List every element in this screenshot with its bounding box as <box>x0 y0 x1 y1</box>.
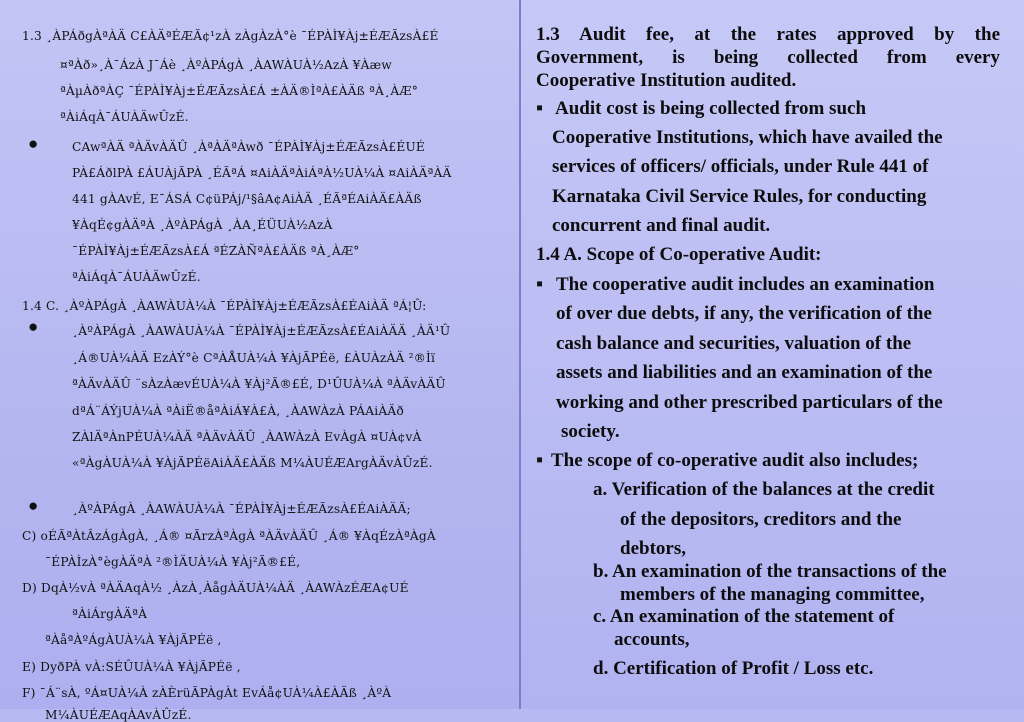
kannada-line: «ªÀgÀUÀ¼À ¥ÀjÃPÉëAiÀÄ£ÀÄß M¼ÀUÉÆArgÀÄvÀÛzÉ. <box>72 456 433 470</box>
kannada-line: ¸ÀºÀPÁgÀ ¸ÀAWÀUÀ¼À ¯ÉPÀÌ¥Àj±ÉÆÃzsÀ£ÉAiÀÄÄ ¸ÀÄ¹Û <box>72 324 451 338</box>
kannada-line: ªÀµÀðªÀÇ ¯ÉPÀÌ¥Àj±ÉÆÃzsÀ£Á ±ÀÄ®ÌªÀ£ÀÄß ªÀ¸ÀÆ° <box>60 84 419 98</box>
list-item-line: of the depositors, creditors and the <box>620 509 902 530</box>
kannada-line: CAwªÀÄ ªÀÄvÀÄÛ ¸ÀªÀÄªÀwð ¯ÉPÀÌ¥Àj±ÉÆÃzsÀ£ÉUÉ <box>72 140 426 154</box>
kannada-line: ZÀlÄªÀnPÉUÀ¼ÀÄ ªÀÄvÀÄÛ ¸ÀAWÀzÀ EvÀgÀ ¤UÀ¢vÀ <box>72 430 422 444</box>
section-heading: 1.4 A. Scope of Co-operative Audit: <box>536 244 822 265</box>
kannada-line: ªÀiÁqÀ¯ÁUÀÄwÛzÉ. <box>72 270 201 284</box>
kannada-line: ¸Á®UÀ¼ÀÄ EzÀÝ°è CªÀÅUÀ¼À ¥ÀjÃPÉë, £ÀUÀzÀÄ ²®Ìï <box>72 351 436 365</box>
kannada-line: 1.3 ¸ÀPÁðgÀªÀÄ C£ÀÄªÉÆÃ¢¹zÀ zÀgÀzÀ°è ¯ÉPÀÌ¥Àj±ÉÆÃzsÀ£É <box>22 29 439 43</box>
kannada-line: ¤ªÀð»¸À¯ÁzÀ J¯Áè ¸ÀºÀPÁgÀ ¸ÀAWÀUÀ½AzÀ ¥Àæw <box>60 58 392 72</box>
square-bullet-icon: ▪ <box>536 273 544 295</box>
square-bullet-icon: ▪ <box>536 449 544 471</box>
bullet-line: cash balance and securities, valuation of the <box>556 333 912 354</box>
bullet-line: Audit cost is being collected from such <box>555 98 867 119</box>
list-item-line: members of the managing committee, <box>620 584 925 605</box>
bullet-line: Karnataka Civil Service Rules, for conducting <box>552 186 927 207</box>
kannada-line: ªÀåªÀºÁgÀUÀ¼À ¥ÀjÃPÉë , <box>45 633 222 647</box>
bullet-line: concurrent and final audit. <box>552 215 771 236</box>
bullet-line: of over due debts, if any, the verification of the <box>556 303 932 324</box>
kannada-line: M¼ÀUÉÆAqÀAvÀÛzÉ. <box>45 708 192 722</box>
list-item-line: a. Verification of the balances at the credit <box>593 479 935 500</box>
kannada-line: D) DqÀ½vÀ ªÀÄAqÀ½ ¸ÀzÀ¸ÀågÀÄUÀ¼ÀÄ ¸ÀAWÀzÉÆA¢UÉ <box>22 581 409 595</box>
kannada-line: 441 gÀAvÉ, E¯ÁSÁ C¢üPÁj/¹§âA¢AiÀÄ ¸ÉÃªÉAiÀÄ£ÀÄß <box>72 192 422 206</box>
bullet-dot: ● <box>28 134 39 153</box>
list-item-line: accounts, <box>614 629 690 650</box>
english-text-panel <box>521 0 1024 709</box>
kannada-line: ¯ÉPÀÌ¥Àj±ÉÆÃzsÀ£Á ªÉZÀÑªÀ£ÀÄß ªÀ¸ÀÆ° <box>72 244 360 258</box>
kannada-line: ¥ÀqÉ¢gÀÄªÀ ¸ÀºÀPÁgÀ ¸ÀA¸ÉÜUÀ½AzÀ <box>72 218 333 232</box>
bullet-line: Cooperative Institutions, which have availed the <box>552 127 943 148</box>
kannada-line: ¯ÉPÀÌzÀ°ègÀÄªÀ ²®ÌÄUÀ¼À ¥Àj²Ã®£É, <box>45 555 301 569</box>
list-item-line: debtors, <box>620 538 686 559</box>
kannada-line: ªÀiÁqÀ¯ÁUÀÄwÛzÉ. <box>60 110 189 124</box>
bullet-dot: ● <box>28 496 39 515</box>
list-item-line: d. Certification of Profit / Loss etc. <box>593 658 874 679</box>
bullet-line: assets and liabilities and an examination of the <box>556 362 933 383</box>
bullet-line: society. <box>561 421 620 442</box>
square-bullet-icon: ▪ <box>536 97 544 119</box>
kannada-line: E) DyðPÀ vÀ:SÉÛUÀ¼À ¥ÀjÃPÉë , <box>22 660 241 674</box>
list-item-line: c. An examination of the statement of <box>593 606 895 627</box>
bullet-line: services of officers/ officials, under Rule 441 of <box>552 156 929 177</box>
bullet-line: The scope of co-operative audit also includes; <box>551 450 919 471</box>
bullet-line: The cooperative audit includes an examination <box>556 274 935 295</box>
kannada-heading: 1.4 C. ¸ÀºÀPÁgÀ ¸ÀAWÀUÀ¼À ¯ÉPÀÌ¥Àj±ÉÆÃzsÀ£ÉAiÀÄ ªÁ¦Û: <box>22 299 427 313</box>
kannada-line: ªÀÄvÀÄÛ ¨sÀzÀævÉUÀ¼À ¥Àj²Ã®£É, D¹ÛUÀ¼À ªÀÄvÀÄÛ <box>72 377 446 391</box>
kannada-line: F) ¯Á¨sÀ, ºÁ¤UÀ¼À zÀÈrüÃPÀgÀt EvÁå¢UÀ¼À£ÀÄß ¸ÀºÀ <box>22 686 392 700</box>
kannada-line: dªÁ¨ÁÝjUÀ¼À ªÀiË®åªÀiÁ¥À£À, ¸ÀAWÀzÀ PÁAiÀÄð <box>72 404 404 418</box>
kannada-line: ¸ÀºÀPÁgÀ ¸ÀAWÀUÀ¼À ¯ÉPÀÌ¥Àj±ÉÆÃzsÀ£ÉAiÀÄÄ; <box>72 502 411 516</box>
list-item-line: b. An examination of the transactions of the <box>593 561 947 582</box>
kannada-line: ªÀiÁrgÀÄªÀ <box>72 607 148 621</box>
paragraph-line: Cooperative Institution audited. <box>536 70 797 91</box>
bullet-line: working and other prescribed particulars of the <box>556 392 943 413</box>
bullet-dot: ● <box>28 317 39 336</box>
kannada-line: C) oÉÃªÀtÂzÁgÀgÀ, ¸Á® ¤ÃrzÀªÀgÀ ªÀÄvÀÄÛ ¸Á® ¥ÀqÉzÀªÀgÀ <box>22 529 436 543</box>
kannada-line: PÀ£ÁðlPÀ £ÁUÀjÃPÀ ¸ÉÃªÁ ¤AiÀÄªÀiÁªÀ½UÀ¼À ¤AiÀÄªÀÄ <box>72 166 452 180</box>
paragraph-line: Government, is being collected from every <box>536 47 1000 68</box>
paragraph-line: 1.3 Audit fee, at the rates approved by the <box>536 24 1000 45</box>
